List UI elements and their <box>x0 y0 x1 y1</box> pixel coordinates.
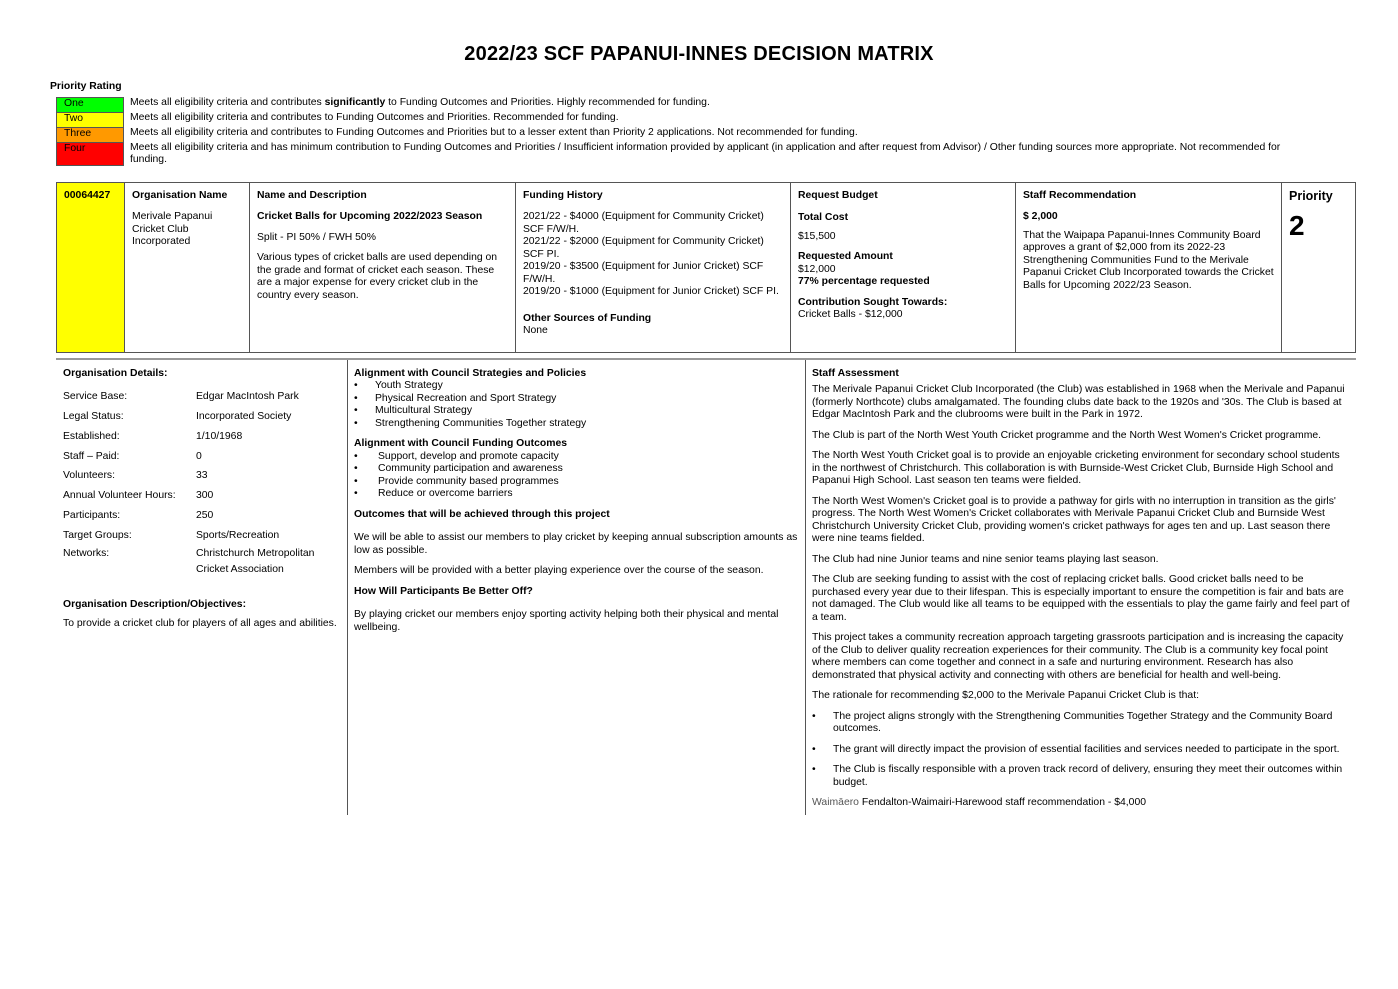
organisation-heading: Organisation Name <box>132 190 228 201</box>
legend-text-two: Meets all eligibility criteria and contributes to Funding Outcomes and Priorities. Recommended for funding. <box>130 112 619 123</box>
legend-row-three <box>56 127 1318 142</box>
contribution-label: Contribution Sought Towards: <box>798 296 948 308</box>
assessment-paragraph: The Club are seeking funding to assist with the cost of replacing cricket balls. Good cricket balls need to be purchased every year due to their lifespan. This is especially important to ensure the competition is fair and bats are not damaged. The Club would like all teams to be equipped with the essentials to play the game fairly and feel part of a team. <box>812 574 1350 623</box>
strategies-heading: Alignment with Council Strategies and Policies <box>354 368 587 379</box>
staff-recommendation-cell <box>1016 183 1282 352</box>
funding-history-heading: Funding History <box>523 190 603 201</box>
funding-history-item: 2019/20 - $3500 (Equipment for Junior Cricket) SCF F/W/H. <box>523 261 764 285</box>
legend-swatch-two: Two <box>56 112 124 127</box>
project-name: Cricket Balls for Upcoming 2022/2023 Season <box>257 211 483 223</box>
requested-amount-label: Requested Amount <box>798 251 893 263</box>
detail-row: Staff – Paid: 0 <box>63 450 202 462</box>
detail-row: Established: 1/10/1968 <box>63 430 243 442</box>
detail-row: Service Base: Edgar MacIntosh Park <box>63 390 299 402</box>
page-title: 2022/23 SCF PAPANUI-INNES DECISION MATRIX <box>464 43 934 65</box>
legend-text-four: Meets all eligibility criteria and has minimum contribution to Funding Outcomes and Priorities / Insufficient information provided by applicant (in application and after request from Advisor) / Other funding sources more appropriate. Not recommended for funding. <box>130 142 1281 165</box>
total-cost-label: Total Cost <box>798 212 849 224</box>
list-item: • The project aligns strongly with the Strengthening Communities Together Strategy and the Community Board outcomes. <box>812 711 1350 736</box>
list-item: • Provide community based programmes <box>354 476 799 488</box>
organisation-description: To provide a cricket club for players of all ages and abilities. <box>63 617 337 629</box>
detail-row: Participants: 250 <box>63 510 214 522</box>
other-board-recommendation: Waimāero Fendalton-Waimairi-Harewood staff recommendation - $4,000 <box>812 797 1146 809</box>
legend-swatch-three: Three <box>56 127 124 142</box>
other-sources-heading: Other Sources of Funding <box>523 312 652 324</box>
funding-history-item: 2021/22 - $2000 (Equipment for Community Cricket) SCF PI. <box>523 236 764 260</box>
legend-text-three: Meets all eligibility criteria and contributes to Funding Outcomes and Priorities but to a lesser extent than Priority 2 applications. Not recommended for funding. <box>130 127 858 138</box>
request-budget-cell <box>791 183 1016 352</box>
legend-text-one: Meets all eligibility criteria and contributes significantly to Funding Outcomes and Priorities. Highly recommended for funding. <box>130 97 710 108</box>
staff-recommendation-text: That the Waipapa Papanui-Innes Community Board approves a grant of $2,000 from its 2022-23 Strengthening Communities Fund to the Merivale Papanui Cricket Club Incorporated towards the Cricket Balls for Upcoming 2022/23 Season. <box>1023 229 1274 291</box>
funding-split: Split - PI 50% / FWH 50% <box>257 231 376 243</box>
list-item: • Support, develop and promote capacity <box>354 451 799 463</box>
detail-row: Networks: Christchurch Metropolitan Cricket Association <box>63 548 315 575</box>
other-sources-value: None <box>523 325 548 337</box>
detail-row: Volunteers: 33 <box>63 470 208 482</box>
detail-row: Annual Volunteer Hours: 300 <box>63 490 214 502</box>
better-off-text: By playing cricket our members enjoy sporting activity helping both their physical and mental wellbeing. <box>354 609 779 633</box>
rationale-list <box>812 711 1350 789</box>
description-heading: Name and Description <box>257 190 367 201</box>
list-item: • The Club is fiscally responsible with a proven track record of delivery, ensuring they meet their outcomes within budget. <box>812 764 1350 789</box>
staff-recommendation-heading: Staff Recommendation <box>1023 190 1137 201</box>
assessment-paragraph: The Club had nine Junior teams and nine senior teams playing last season. <box>812 553 1159 565</box>
funding-history-item: 2021/22 - $4000 (Equipment for Community Cricket) SCF F/W/H. <box>523 211 764 235</box>
list-item: • Reduce or overcome barriers <box>354 488 799 500</box>
description-cell <box>250 183 516 352</box>
total-cost-value: $15,500 <box>798 230 836 242</box>
organisation-name: Merivale Papanui Cricket Club Incorporated <box>132 211 213 248</box>
organisation-cell <box>125 183 250 352</box>
assessment-paragraph: The Merivale Papanui Cricket Club Incorporated (the Club) was established in 1968 when the Merivale and Papanui (formerly Northcote) clubs amalgamated. The founding clubs date back to the 1920s and '30s. The Club is based at Edgar MacIntosh Park and the clubrooms were built in the Park in 1972. <box>812 384 1345 421</box>
contribution-value: Cricket Balls - $12,000 <box>798 309 903 321</box>
list-item: • The grant will directly impact the provision of essential facilities and services needed to participate in the sport. <box>812 744 1350 756</box>
priority-legend <box>56 97 1318 166</box>
better-off-heading: How Will Participants Be Better Off? <box>354 585 533 597</box>
achieved-heading: Outcomes that will be achieved through this project <box>354 508 610 520</box>
priority-cell <box>1282 183 1355 352</box>
organisation-details-panel <box>56 360 348 815</box>
request-budget-heading: Request Budget <box>798 190 878 201</box>
priority-value: 2 <box>1289 210 1305 241</box>
achieved-item: Members will be provided with a better playing experience over the course of the season. <box>354 565 764 577</box>
detail-row: Legal Status: Incorporated Society <box>63 410 292 422</box>
list-item: • Multicultural Strategy <box>354 405 799 417</box>
organisation-description-heading: Organisation Description/Objectives: <box>63 599 247 611</box>
legend-row-two <box>56 112 1318 127</box>
achieved-item: We will be able to assist our members to play cricket by keeping annual subscription amounts as low as possible. <box>354 532 798 556</box>
staff-assessment-heading: Staff Assessment <box>812 368 899 379</box>
assessment-paragraph: The North West Women's Cricket goal is to provide a pathway for girls with no interruption in transition as the girls' progress. The North West Women's Cricket collaborates with Merivale Papanui Cricket Club and Burnside West Christchurch University Cricket Club, providing women's cricket pathways for ages ten and up. Last season there were nine teams fielded. <box>812 495 1336 545</box>
funding-history-cell <box>516 183 791 352</box>
strategies-list <box>354 380 799 430</box>
alignment-panel <box>348 360 806 815</box>
organisation-details-heading: Organisation Details: <box>63 368 168 379</box>
decision-matrix-table <box>56 182 1356 353</box>
list-item: • Community participation and awareness <box>354 463 799 475</box>
priority-rating-heading: Priority Rating <box>50 81 122 92</box>
staff-assessment-panel <box>806 360 1356 818</box>
list-item: • Strengthening Communities Together strategy <box>354 418 799 430</box>
assessment-paragraph: This project takes a community recreation approach targeting grassroots participation and is increasing the capacity of the Club to deliver quality recreation experiences for their community. The Club is a community key focal point where members can come together and connect in a safe and nurturing environment. Research has also demonstrated that physical activity and connecting with others are beneficial for health and well-being. <box>812 632 1344 681</box>
priority-heading: Priority <box>1289 189 1333 203</box>
assessment-paragraph: The rationale for recommending $2,000 to the Merivale Papanui Cricket Club is that: <box>812 690 1199 702</box>
legend-swatch-four: Four <box>56 142 124 166</box>
legend-swatch-one: One <box>56 97 124 112</box>
assessment-paragraph: The Club is part of the North West Youth Cricket programme and the North West Women's Cricket programme. <box>812 429 1322 441</box>
requested-percentage: 77% percentage requested <box>798 276 930 288</box>
requested-amount-value: $12,000 <box>798 263 836 275</box>
project-description: Various types of cricket balls are used depending on the grade and format of cricket each season. These are a major expense for every cricket club in the country every season. <box>257 252 498 301</box>
detail-row: Target Groups: Sports/Recreation <box>63 530 280 541</box>
legend-row-one <box>56 97 1318 112</box>
staff-recommendation-amount: $ 2,000 <box>1023 211 1058 223</box>
outcomes-heading: Alignment with Council Funding Outcomes <box>354 438 567 450</box>
list-item: • Youth Strategy <box>354 380 799 392</box>
funding-history-item: 2019/20 - $1000 (Equipment for Junior Cricket) SCF PI. <box>523 286 779 298</box>
outcomes-list <box>354 451 799 501</box>
legend-row-four <box>56 142 1318 166</box>
assessment-paragraph: The North West Youth Cricket goal is to provide an enjoyable cricketing environment for secondary school students in the northwest of Christchurch. This collaboration is with Burnside-West Cricket Club, Burnside High School and Papanui High School. Last season ten teams were fielded. <box>812 450 1340 487</box>
list-item: • Physical Recreation and Sport Strategy <box>354 393 799 405</box>
application-id: 00064427 <box>57 183 125 352</box>
